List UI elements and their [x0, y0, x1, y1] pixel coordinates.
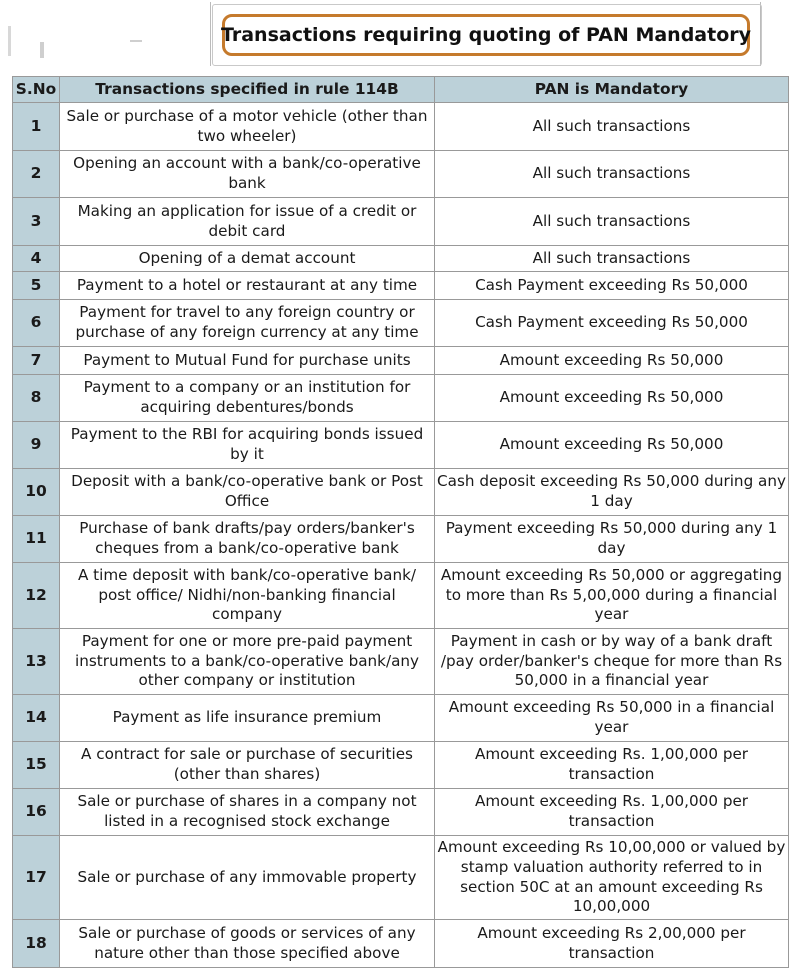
cell-sno: 12	[13, 563, 60, 629]
pan-transactions-table	[12, 76, 789, 968]
cell-sno: 8	[13, 375, 60, 422]
cell-transaction: Payment to the RBI for acquiring bonds issued by it	[60, 422, 435, 469]
cell-sno: 16	[13, 789, 60, 836]
cell-pan: All such transactions	[435, 103, 789, 151]
table-row	[13, 695, 789, 742]
scan-artifact	[8, 26, 11, 56]
cell-pan: All such transactions	[435, 198, 789, 246]
table-row	[13, 375, 789, 422]
frame-line-left	[210, 2, 211, 66]
cell-pan: Cash Payment exceeding Rs 50,000	[435, 272, 789, 300]
table-row	[13, 151, 789, 198]
table-row	[13, 103, 789, 151]
cell-sno: 10	[13, 469, 60, 516]
table-row	[13, 789, 789, 836]
cell-transaction: Opening of a demat account	[60, 246, 435, 272]
cell-sno: 1	[13, 103, 60, 151]
cell-pan: Payment exceeding Rs 50,000 during any 1 day	[435, 516, 789, 563]
cell-sno: 6	[13, 300, 60, 347]
table-row	[13, 347, 789, 375]
cell-sno: 15	[13, 742, 60, 789]
cell-transaction: Sale or purchase of a motor vehicle (other than two wheeler)	[60, 103, 435, 151]
table-row	[13, 300, 789, 347]
cell-sno: 2	[13, 151, 60, 198]
cell-sno: 17	[13, 836, 60, 920]
cell-transaction: Opening an account with a bank/co-operative bank	[60, 151, 435, 198]
table-row	[13, 742, 789, 789]
cell-pan: Payment in cash or by way of a bank draft /pay order/banker's cheque for more than Rs 50,000 in a financial year	[435, 629, 789, 695]
cell-transaction: Payment to a company or an institution for acquiring debentures/bonds	[60, 375, 435, 422]
table-row	[13, 246, 789, 272]
cell-transaction: Sale or purchase of goods or services of any nature other than those specified above	[60, 920, 435, 968]
cell-pan: Amount exceeding Rs 50,000	[435, 422, 789, 469]
cell-transaction: A contract for sale or purchase of securities (other than shares)	[60, 742, 435, 789]
cell-transaction: Sale or purchase of shares in a company not listed in a recognised stock exchange	[60, 789, 435, 836]
cell-transaction: Payment for one or more pre-paid payment instruments to a bank/co-operative bank/any other company or institution	[60, 629, 435, 695]
header-transaction: Transactions specified in rule 114B	[60, 77, 435, 103]
cell-pan: Amount exceeding Rs 2,00,000 per transaction	[435, 920, 789, 968]
cell-sno: 4	[13, 246, 60, 272]
cell-sno: 3	[13, 198, 60, 246]
cell-transaction: Payment to Mutual Fund for purchase units	[60, 347, 435, 375]
header-pan-mandatory: PAN is Mandatory	[435, 77, 789, 103]
table-row	[13, 272, 789, 300]
cell-sno: 5	[13, 272, 60, 300]
cell-pan: Cash deposit exceeding Rs 50,000 during any 1 day	[435, 469, 789, 516]
cell-pan: Amount exceeding Rs 50,000	[435, 347, 789, 375]
scan-artifact	[130, 40, 142, 42]
table-row	[13, 516, 789, 563]
cell-transaction: Making an application for issue of a credit or debit card	[60, 198, 435, 246]
table-row	[13, 836, 789, 920]
cell-pan: Amount exceeding Rs 50,000	[435, 375, 789, 422]
table-row	[13, 563, 789, 629]
cell-transaction: A time deposit with bank/co-operative bank/ post office/ Nidhi/non-banking financial company	[60, 563, 435, 629]
cell-sno: 14	[13, 695, 60, 742]
page-title: Transactions requiring quoting of PAN Mandatory	[222, 14, 750, 56]
table-row	[13, 469, 789, 516]
cell-pan: Amount exceeding Rs. 1,00,000 per transaction	[435, 742, 789, 789]
table-header-row	[13, 77, 789, 103]
cell-sno: 7	[13, 347, 60, 375]
cell-pan: Amount exceeding Rs. 1,00,000 per transaction	[435, 789, 789, 836]
cell-pan: All such transactions	[435, 151, 789, 198]
cell-transaction: Sale or purchase of any immovable property	[60, 836, 435, 920]
table-row	[13, 422, 789, 469]
table-row	[13, 629, 789, 695]
table-row	[13, 920, 789, 968]
cell-transaction: Payment for travel to any foreign country or purchase of any foreign currency at any time	[60, 300, 435, 347]
cell-pan: Amount exceeding Rs 10,00,000 or valued by stamp valuation authority referred to in section 50C at an amount exceeding Rs 10,00,000	[435, 836, 789, 920]
cell-pan: Cash Payment exceeding Rs 50,000	[435, 300, 789, 347]
cell-sno: 13	[13, 629, 60, 695]
cell-sno: 18	[13, 920, 60, 968]
cell-sno: 9	[13, 422, 60, 469]
cell-transaction: Purchase of bank drafts/pay orders/banker's cheques from a bank/co-operative bank	[60, 516, 435, 563]
cell-transaction: Payment to a hotel or restaurant at any time	[60, 272, 435, 300]
header-sno: S.No	[13, 77, 60, 103]
cell-transaction: Deposit with a bank/co-operative bank or Post Office	[60, 469, 435, 516]
cell-pan: Amount exceeding Rs 50,000 in a financial year	[435, 695, 789, 742]
cell-pan: Amount exceeding Rs 50,000 or aggregating to more than Rs 5,00,000 during a financial year	[435, 563, 789, 629]
scan-artifact	[40, 42, 44, 58]
cell-transaction: Payment as life insurance premium	[60, 695, 435, 742]
table-row	[13, 198, 789, 246]
cell-sno: 11	[13, 516, 60, 563]
cell-pan: All such transactions	[435, 246, 789, 272]
